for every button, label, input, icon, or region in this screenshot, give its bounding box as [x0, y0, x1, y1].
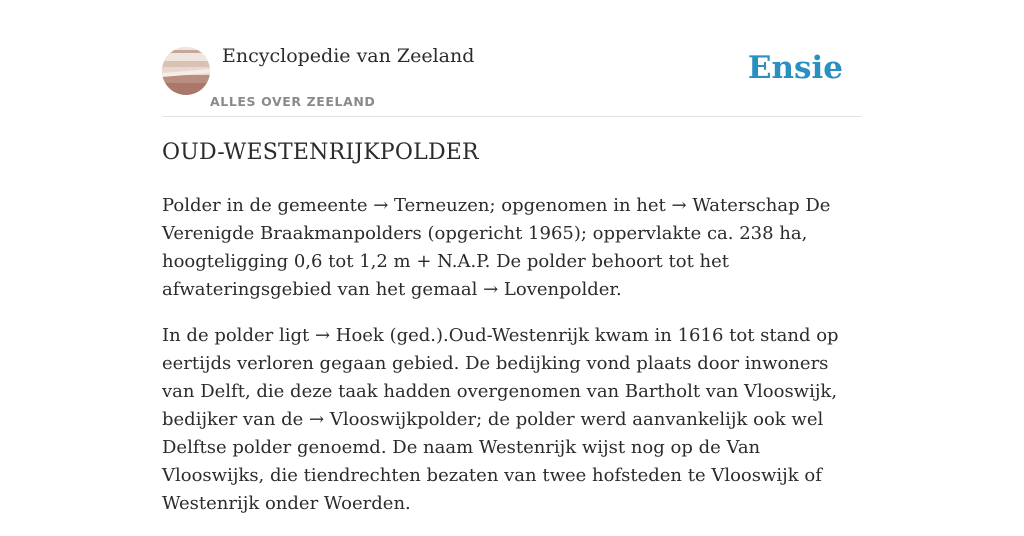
link-lovenpolder[interactable]: → Lovenpolder	[483, 279, 617, 300]
link-vlooswijkpolder[interactable]: → Vlooswijkpolder	[309, 409, 477, 430]
brand-logo[interactable]: Ensie	[747, 50, 843, 86]
page-title: OUD-WESTENRIJKPOLDER	[162, 140, 479, 165]
tagline: ALLES OVER ZEELAND	[210, 94, 376, 109]
paragraph-2	[162, 322, 862, 518]
text-segment: In de polder ligt	[162, 325, 315, 346]
link-terneuzen[interactable]: → Terneuzen	[373, 195, 490, 216]
book-title[interactable]: Encyclopedie van Zeeland	[222, 45, 475, 67]
link-waterschap[interactable]: → Waterschap De Verenigde Braakmanpolders	[162, 195, 831, 244]
text-segment: ; opgenomen in het	[489, 195, 672, 216]
link-hoek[interactable]: → Hoek	[314, 325, 384, 346]
text-segment: (opgericht 1965); oppervlakte ca. 238 ha, hoogteligging 0,6 tot 1,2 m + N.A.P. De polder behoort tot het afwateringsgebied van het gemaal	[162, 223, 808, 300]
article-card	[162, 0, 862, 512]
text-segment: Polder in de gemeente	[162, 195, 374, 216]
book-cover-icon[interactable]	[162, 47, 210, 95]
text-segment: .	[616, 279, 622, 300]
text-segment: (ged.).Oud-Westenrijk kwam in 1616 tot stand op eertijds verloren gegaan gebied. De bedijking vond plaats door inwoners van Delft, die deze taak hadden overgenomen van Bartholt van Vlooswijk, bedijker van de	[162, 325, 839, 430]
article-body	[162, 192, 862, 536]
paragraph-1	[162, 192, 862, 304]
text-segment: ; de polder werd aanvankelijk ook wel Delftse polder genoemd. De naam Westenrijk wijst nog op de Van Vlooswijks, die tiendrechten bezaten van twee hofsteden te Vlooswijk of Westenrijk onder Woerden.	[162, 409, 824, 514]
header	[162, 0, 862, 117]
